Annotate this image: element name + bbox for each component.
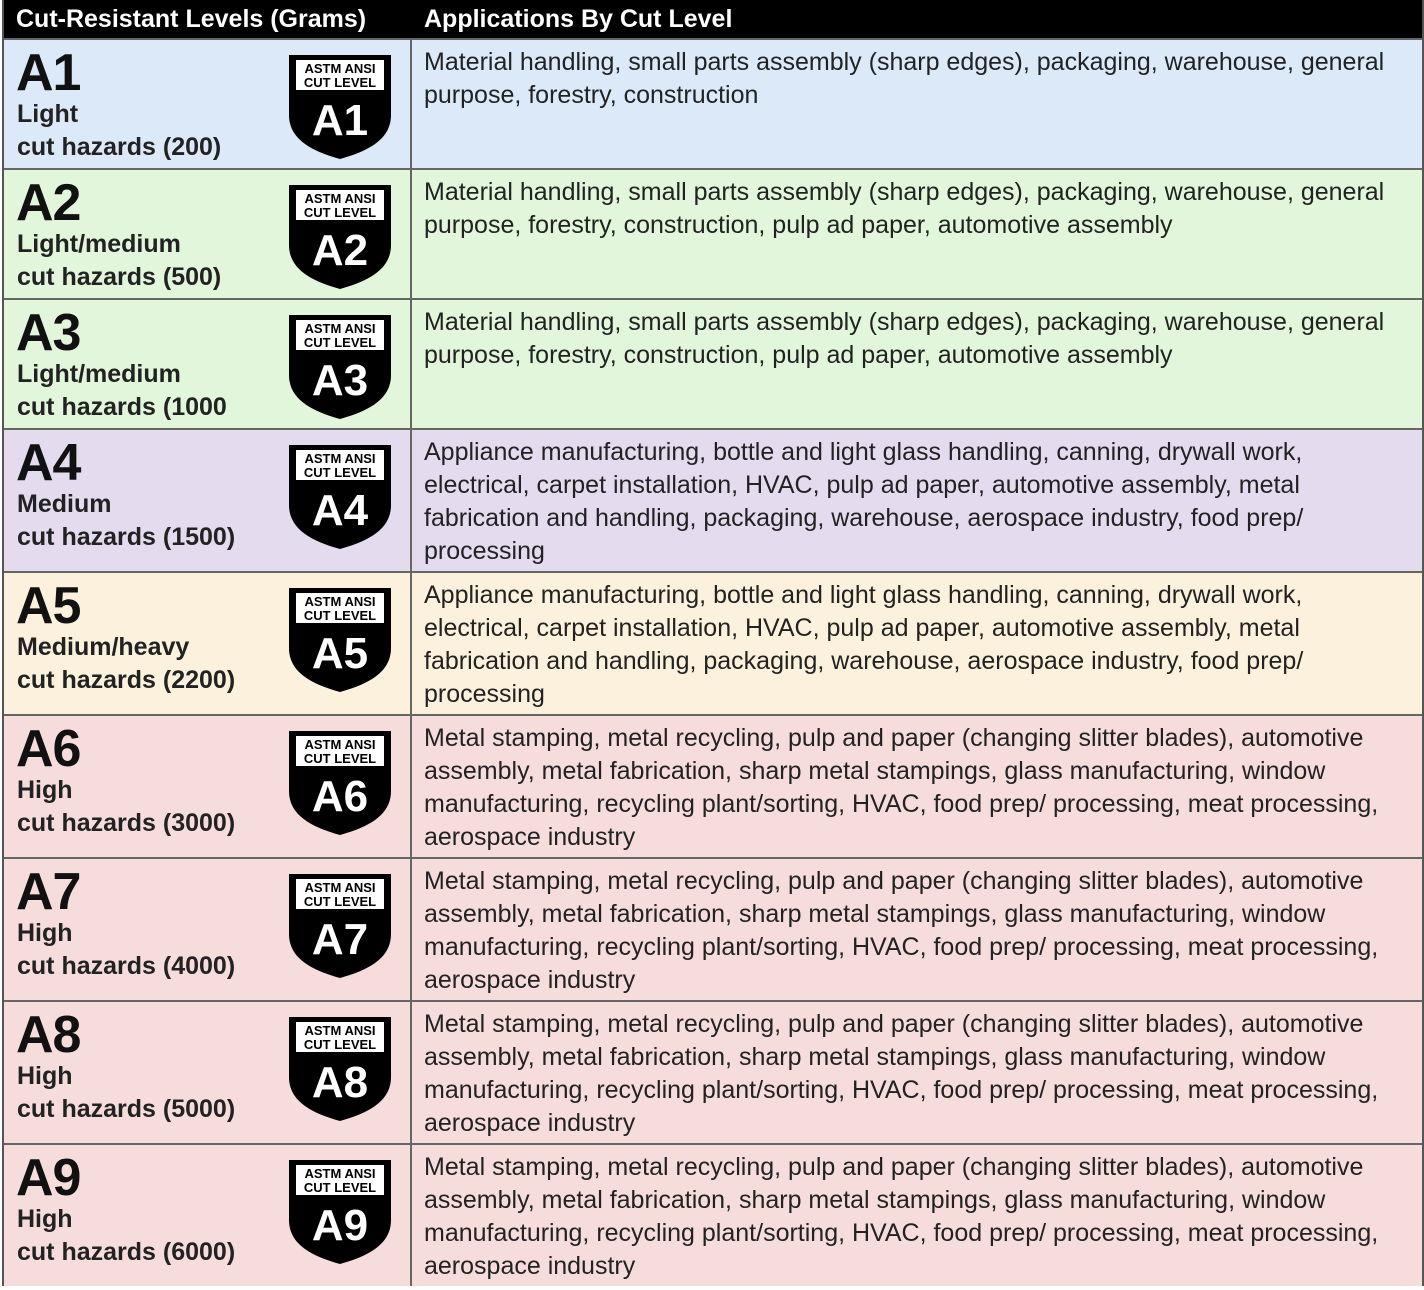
badge-line-1: ASTM ANSI [304, 451, 376, 466]
level-severity: Light [17, 100, 79, 128]
applications-cell: Appliance manufacturing, bottle and light glass handling, canning, drywall work, electrical, carpet installation, HVAC, pulp ad paper, automotive assembly, metal fabrication and handling, packaging, warehouse, aerospace industry, food prep/ processing [424, 438, 1304, 565]
astm-ansi-shield-icon [287, 586, 393, 694]
astm-ansi-shield-icon [287, 1158, 393, 1266]
table-row [4, 571, 1422, 714]
badge-line-2: CUT LEVEL [303, 335, 377, 350]
table-row [4, 1000, 1422, 1143]
level-hazard: cut hazards (200) [17, 133, 222, 161]
badge-line-1: ASTM ANSI [304, 1166, 376, 1181]
applications-cell: Metal stamping, metal recycling, pulp and paper (changing slitter blades), automotive assembly, metal fabrication, sharp metal stampings, glass manufacturing, window manufacturing, recycling plant/sorting, HVAC, food prep/ processing, meat processing, aerospace industry [424, 1153, 1379, 1280]
badge-line-2: CUT LEVEL [303, 1037, 377, 1052]
level-cell [4, 1145, 412, 1286]
cut-level-table [2, 0, 1424, 1286]
level-severity: Light/medium [17, 230, 181, 258]
astm-ansi-shield-icon [287, 443, 393, 551]
level-code: A2 [16, 174, 81, 232]
level-hazard: cut hazards (5000) [17, 1095, 236, 1123]
astm-ansi-shield-icon [287, 729, 393, 837]
badge-code: A5 [311, 629, 369, 678]
level-cell [4, 1002, 412, 1143]
astm-ansi-shield-icon [287, 872, 393, 980]
applications-cell: Material handling, small parts assembly (sharp edges), packaging, warehouse, general purpose, forestry, construction [424, 48, 1385, 109]
level-code: A1 [16, 44, 81, 102]
level-code: A9 [16, 1149, 81, 1207]
badge-code: A8 [311, 1058, 369, 1107]
level-cell [4, 859, 412, 1000]
level-code: A4 [16, 434, 81, 492]
badge-line-2: CUT LEVEL [303, 1180, 377, 1195]
level-severity: High [17, 1062, 73, 1090]
table-body [4, 38, 1422, 1286]
table-row [4, 714, 1422, 857]
header-applications: Applications By Cut Level [424, 4, 733, 33]
badge-code: A3 [311, 356, 369, 405]
table-row [4, 1143, 1422, 1286]
table-row [4, 168, 1422, 298]
badge-line-2: CUT LEVEL [303, 751, 377, 766]
level-code: A5 [16, 577, 81, 635]
astm-ansi-shield-icon [287, 313, 393, 421]
level-cell [4, 716, 412, 857]
level-code: A6 [16, 720, 81, 778]
level-hazard: cut hazards (4000) [17, 952, 236, 980]
badge-line-1: ASTM ANSI [304, 737, 376, 752]
applications-cell: Metal stamping, metal recycling, pulp and paper (changing slitter blades), automotive assembly, metal fabrication, sharp metal stampings, glass manufacturing, window manufacturing, recycling plant/sorting, HVAC, food prep/ processing, meat processing, aerospace industry [424, 1010, 1379, 1137]
level-severity: High [17, 1205, 73, 1233]
badge-code: A2 [311, 226, 369, 275]
level-code: A8 [16, 1006, 81, 1064]
astm-ansi-shield-icon [287, 53, 393, 161]
level-cell [4, 170, 412, 298]
badge-code: A4 [311, 486, 369, 535]
applications-cell: Appliance manufacturing, bottle and light glass handling, canning, drywall work, electrical, carpet installation, HVAC, pulp ad paper, automotive assembly, metal fabrication and handling, packaging, warehouse, aerospace industry, food prep/ processing [424, 581, 1304, 708]
level-hazard: cut hazards (3000) [17, 809, 236, 837]
level-code: A3 [16, 304, 81, 362]
level-severity: Light/medium [17, 360, 181, 388]
header-levels: Cut-Resistant Levels (Grams) [16, 4, 367, 33]
table-row [4, 857, 1422, 1000]
badge-line-1: ASTM ANSI [304, 191, 376, 206]
badge-line-1: ASTM ANSI [304, 321, 376, 336]
table-row [4, 38, 1422, 168]
badge-line-2: CUT LEVEL [303, 894, 377, 909]
badge-line-1: ASTM ANSI [304, 594, 376, 609]
badge-code: A6 [311, 772, 369, 821]
badge-line-1: ASTM ANSI [304, 61, 376, 76]
badge-line-1: ASTM ANSI [304, 1023, 376, 1038]
astm-ansi-shield-icon [287, 183, 393, 291]
level-hazard: cut hazards (1500) [17, 523, 236, 551]
table-header [4, 0, 1422, 38]
badge-line-2: CUT LEVEL [303, 75, 377, 90]
badge-line-2: CUT LEVEL [303, 205, 377, 220]
badge-code: A7 [311, 915, 369, 964]
level-severity: High [17, 776, 73, 804]
level-cell [4, 40, 412, 168]
astm-ansi-shield-icon [287, 1015, 393, 1123]
badge-code: A1 [311, 96, 369, 145]
level-hazard: cut hazards (6000) [17, 1238, 236, 1266]
level-severity: Medium/heavy [17, 633, 190, 661]
level-severity: High [17, 919, 73, 947]
applications-cell: Material handling, small parts assembly (sharp edges), packaging, warehouse, general purpose, forestry, construction, pulp ad paper, automotive assembly [424, 308, 1385, 369]
level-hazard: cut hazards (1000 [17, 393, 227, 421]
level-cell [4, 573, 412, 714]
applications-cell: Metal stamping, metal recycling, pulp and paper (changing slitter blades), automotive assembly, metal fabrication, sharp metal stampings, glass manufacturing, window manufacturing, recycling plant/sorting, HVAC, food prep/ processing, meat processing, aerospace industry [424, 867, 1379, 994]
badge-line-1: ASTM ANSI [304, 880, 376, 895]
table-row [4, 428, 1422, 571]
applications-cell: Material handling, small parts assembly (sharp edges), packaging, warehouse, general purpose, forestry, construction, pulp ad paper, automotive assembly [424, 178, 1385, 239]
level-severity: Medium [17, 490, 112, 518]
applications-cell: Metal stamping, metal recycling, pulp and paper (changing slitter blades), automotive assembly, metal fabrication, sharp metal stampings, glass manufacturing, window manufacturing, recycling plant/sorting, HVAC, food prep/ processing, meat processing, aerospace industry [424, 724, 1379, 851]
badge-line-2: CUT LEVEL [303, 465, 377, 480]
table-row [4, 298, 1422, 428]
badge-code: A9 [311, 1201, 369, 1250]
level-code: A7 [16, 863, 81, 921]
badge-line-2: CUT LEVEL [303, 608, 377, 623]
level-cell [4, 300, 412, 428]
level-hazard: cut hazards (2200) [17, 666, 236, 694]
level-hazard: cut hazards (500) [17, 263, 222, 291]
level-cell [4, 430, 412, 571]
